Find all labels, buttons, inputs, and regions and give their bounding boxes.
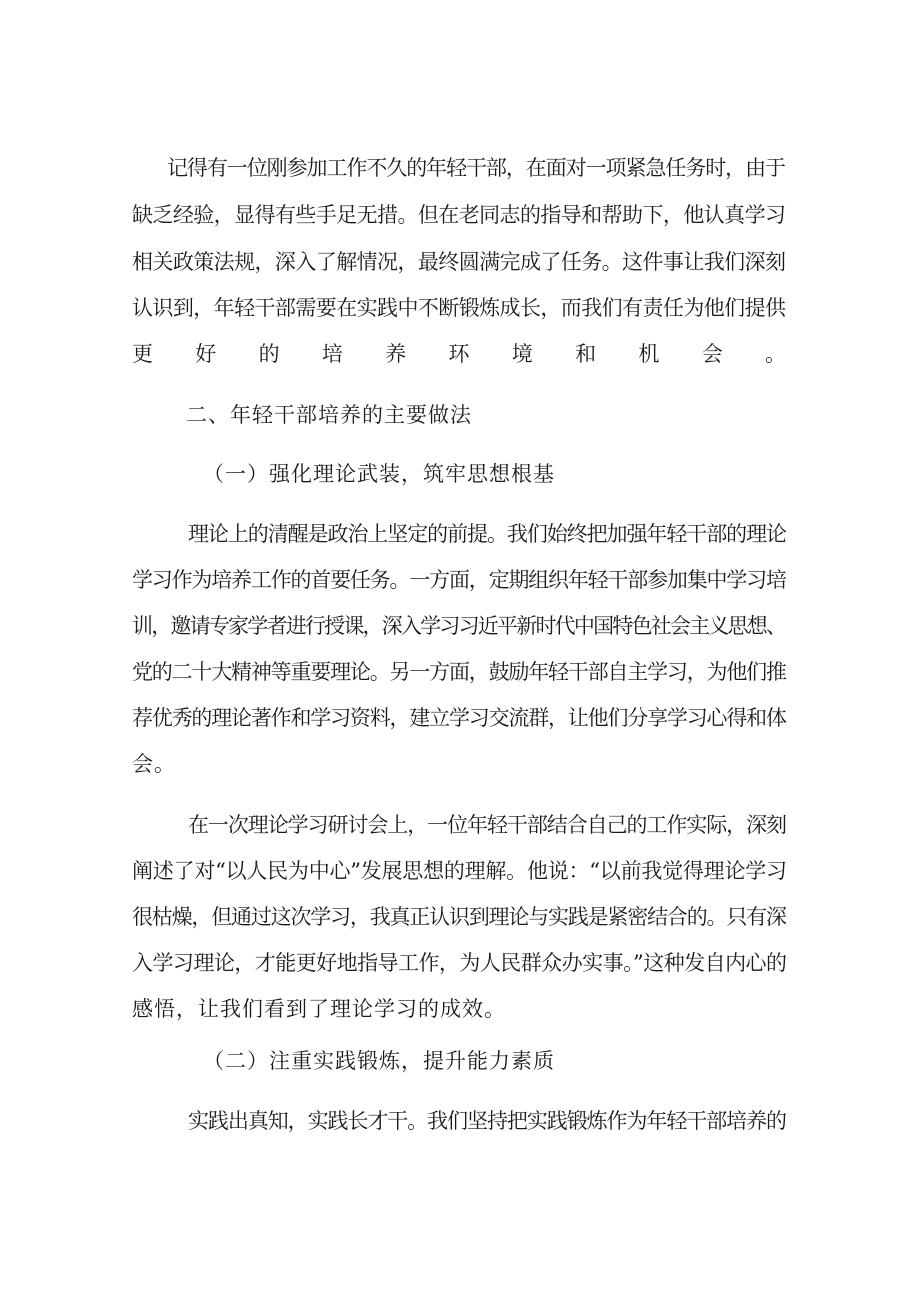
section-heading: 二、年轻干部培养的主要做法	[186, 403, 472, 427]
paragraph-line: 感悟，让我们看到了理论学习的成效。	[132, 997, 506, 1021]
paragraph-line: 学习作为培养工作的首要任务。一方面，定期组织年轻干部参加集中学习培	[132, 568, 786, 592]
paragraph-line: 入学习理论，才能更好地指导工作，为人民群众办实事。”这种发自内心的	[132, 951, 787, 975]
paragraph-line: 阐述了对“以人民为中心”发展思想的理解。他说：“以前我觉得理论学习	[132, 859, 787, 883]
paragraph-line: 理论上的清醒是政治上坚定的前提。我们始终把加强年轻干部的理论	[188, 522, 786, 546]
paragraph-line: 相关政策法规，深入了解情况，最终圆满完成了任务。这件事让我们深刻	[132, 250, 786, 274]
paragraph-line: 很枯燥，但通过这次学习，我真正认识到理论与实践是紧密结合的。只有深	[132, 905, 786, 929]
paragraph-line: 在一次理论学习研讨会上，一位年轻干部结合自己的工作实际，深刻	[188, 813, 786, 837]
paragraph-line: 训，邀请专家学者进行授课，深入学习习近平新时代中国特色社会主义思想、	[132, 614, 786, 638]
paragraph-line: 缺乏经验，显得有些手足无措。但在老同志的指导和帮助下，他认真学习	[132, 203, 786, 227]
paragraph-line: 实践出真知，实践长才干。我们坚持把实践锻炼作为年轻干部培养的	[188, 1109, 786, 1133]
paragraph-line: 认识到，年轻干部需要在实践中不断锻炼成长，而我们有责任为他们提供	[132, 296, 786, 320]
subsection-heading: （二）注重实践锻炼，提升能力素质	[203, 1049, 555, 1073]
paragraph-line: 会。	[132, 752, 176, 776]
subsection-heading: （一）强化理论武装，筑牢思想根基	[203, 462, 555, 486]
paragraph-line: 党的二十大精神等重要理论。另一方面，鼓励年轻干部自主学习，为他们推	[132, 660, 786, 684]
paragraph-line: 更好的培养环境和机会。	[132, 342, 829, 366]
paragraph-line: 记得有一位刚参加工作不久的年轻干部，在面对一项紧急任务时，由于	[167, 156, 785, 180]
paragraph-line: 荐优秀的理论著作和学习资料，建立学习交流群，让他们分享学习心得和体	[132, 706, 786, 730]
